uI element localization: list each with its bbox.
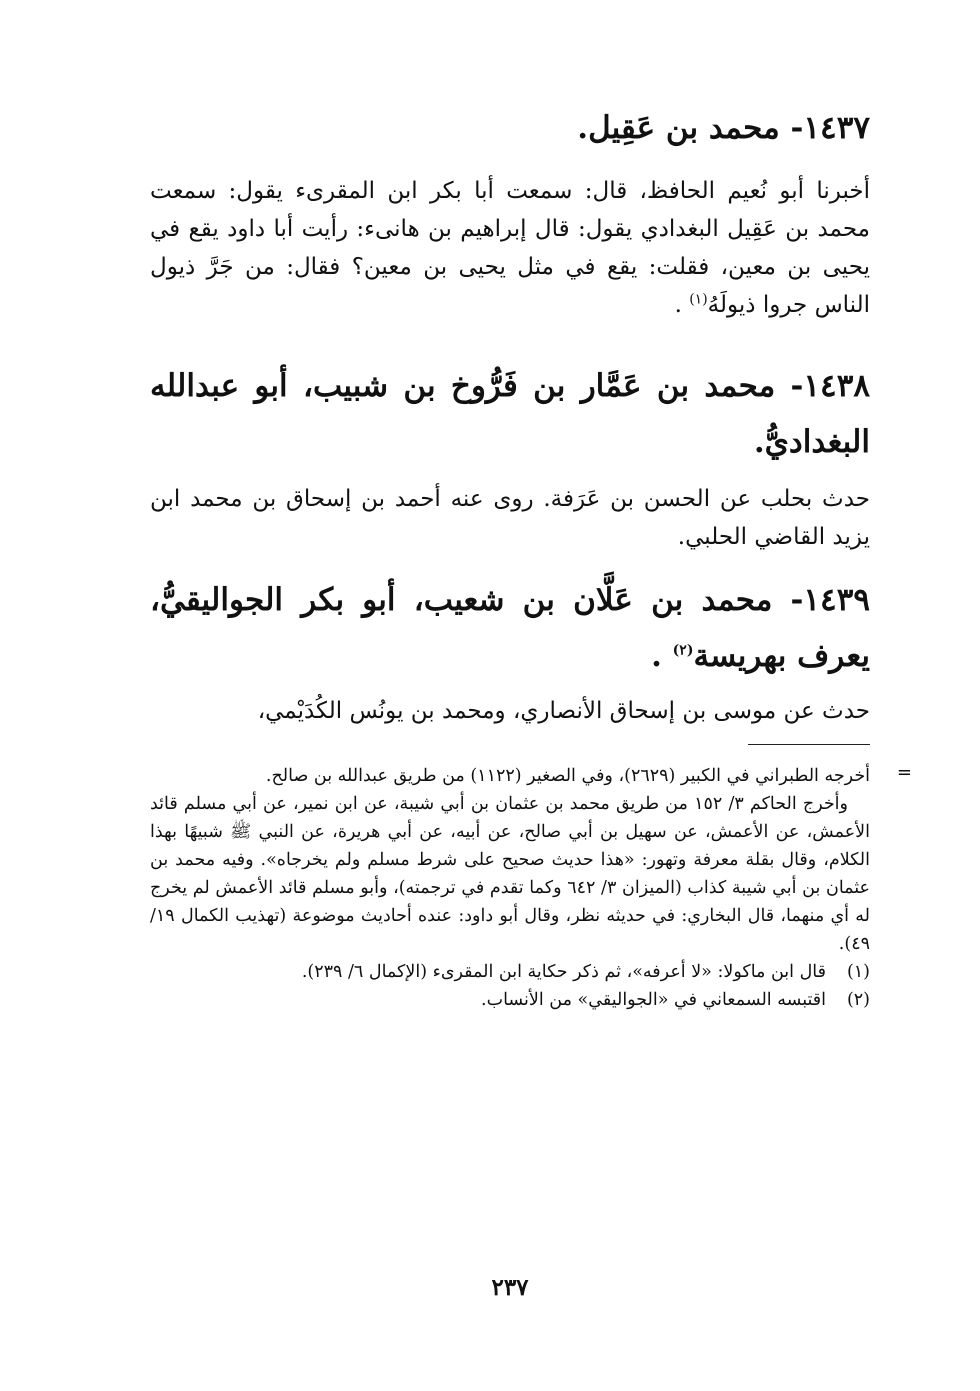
- footnote-continued-1: أخرجه الطبراني في الكبير (٢٦٢٩)، وفي الصغير (١١٢٢) من طريق عبدالله بن صالح.: [265, 766, 870, 786]
- entry-end-1437: .: [674, 292, 690, 318]
- entry-heading-1439-text: ١٤٣٩- محمد بن عَلَّان بن شعيب، أبو بكر الجواليقيُّ، يعرف بهريسة: [150, 582, 870, 674]
- entry-heading-1439-end: .: [651, 638, 673, 674]
- footnote-text: اقتبسه السمعاني في «الجواليقي» من الأنساب.: [481, 990, 826, 1010]
- entry-heading-1438: ١٤٣٨- محمد بن عَمَّار بن فَرُّوخ بن شبيب، أبو عبدالله البغداديُّ.: [150, 368, 870, 460]
- footnote-1: [150, 958, 870, 986]
- footnote-number: (١): [846, 962, 870, 982]
- footnotes: [150, 762, 870, 1014]
- footnote-number: (٢): [846, 990, 870, 1010]
- footnote-ref-1: (١): [689, 291, 708, 308]
- footnote-ref-2: (٢): [672, 642, 694, 659]
- footnote-text: قال ابن ماكولا: «لا أعرفه»، ثم ذكر حكاية ابن المقرىء (الإكمال ٦/ ٢٣٩).: [301, 962, 826, 982]
- entry-body-1437: [150, 172, 870, 324]
- footnote-divider: [748, 744, 870, 745]
- footnote-2: [150, 986, 870, 1014]
- entry-heading-1437: ١٤٣٧- محمد بن عَقِيل.: [577, 110, 870, 146]
- footnote-continuation-marker: =: [896, 762, 912, 783]
- entry-body-1438: حدث بحلب عن الحسن بن عَرَفة. روى عنه أحمد بن إسحاق بن محمد ابن يزيد القاضي الحلبي.: [150, 486, 870, 550]
- entry-heading-1439: [150, 572, 870, 684]
- entry-body-1439: حدث عن موسى بن إسحاق الأنصاري، ومحمد بن يونُس الكُدَيْمي،: [257, 698, 870, 724]
- page: [150, 100, 912, 1330]
- page-number: ٢٣٧: [491, 1274, 529, 1301]
- footnote-continued-2: وأخرج الحاكم ٣/ ١٥٢ من طريق محمد بن عثمان بن أبي شيبة، عن ابن نمير، عن أبي مسلم قائد الأعمش، عن الأعمش، عن سهيل بن أبي صالح، عن أبيه، عن أبي هريرة، عن النبي ﷺ شبيهًا بهذا الكلام، وقال بقلة معرفة وتهور: «هذا حديث صحيح على شرط مسلم ولم يخرجاه». وفيه محمد بن عثمان بن أبي شيبة كذاب (الميزان ٣/ ٦٤٢ وكما تقدم في ترجمته)، وأبو مسلم قائد الأعمش لم يخرج له أي منهما، قال البخاري: في حديثه نظر، وقال أبو داود: عنده أحاديث موضوعة (تهذيب الكمال ١٩/ ٤٩).: [150, 794, 870, 954]
- entry-text-1437: أخبرنا أبو نُعيم الحافظ، قال: سمعت أبا بكر ابن المقرىء يقول: سمعت محمد بن عَقِيل البغدادي يقول: قال إبراهيم بن هانىء: رأيت أبا داود يقع في يحيى بن معين، فقلت: يقع في مثل يحيى بن معين؟ فقال: من جَرَّ ذيول الناس جروا ذيولَهُ: [150, 178, 870, 318]
